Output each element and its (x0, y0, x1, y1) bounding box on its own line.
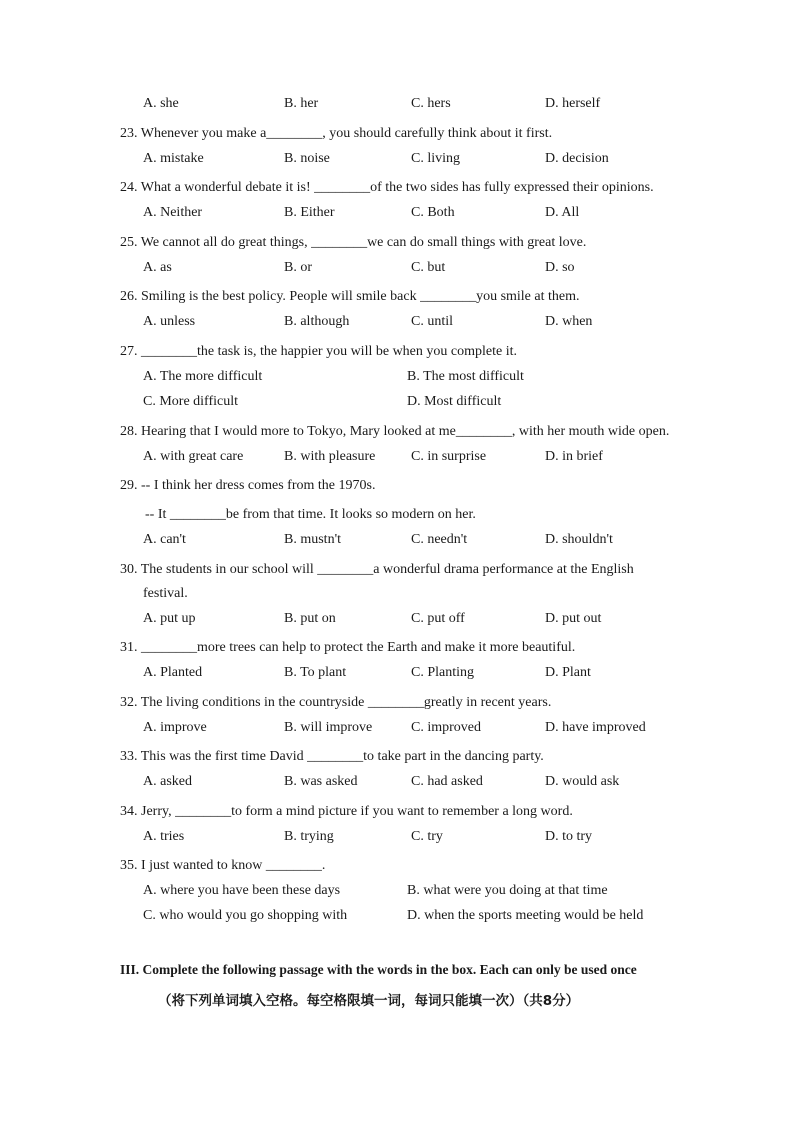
option-a[interactable]: A. can't (143, 532, 186, 547)
q23-stem (0, 126, 794, 146)
question-text: 24. What a wonderful debate it is! ________of the two sides has fully expressed their opinions. (120, 180, 654, 195)
option-a[interactable]: A. improve (143, 720, 207, 735)
option-d[interactable]: D. when the sports meeting would be held (407, 908, 644, 923)
question-text: 32. The living conditions in the countryside ________greatly in recent years. (120, 695, 552, 710)
q26-options (0, 314, 794, 334)
q30-stem (0, 562, 794, 582)
q22-options (0, 96, 794, 116)
question-text: 25. We cannot all do great things, ________we can do small things with great love. (120, 235, 587, 250)
q25-stem (0, 235, 794, 255)
option-d[interactable]: D. to try (545, 829, 593, 844)
q29-stem-2 (0, 507, 794, 527)
option-b[interactable]: B. although (284, 314, 350, 329)
q33-options (0, 774, 794, 794)
option-a[interactable]: A. as (143, 260, 172, 275)
option-b[interactable]: B. her (284, 96, 319, 111)
question-text: 29. -- I think her dress comes from the 1970s. (120, 478, 376, 493)
option-c[interactable]: C. improved (411, 720, 481, 735)
q35-options-row2 (0, 908, 794, 928)
option-c[interactable]: C. had asked (411, 774, 483, 789)
q31-stem (0, 640, 794, 660)
option-a[interactable]: A. tries (143, 829, 185, 844)
option-b[interactable]: B. Either (284, 205, 335, 220)
section-instructions: （将下列单词填入空格。每空格限填一词，每词只能填一次）（共8分） (158, 993, 580, 1009)
section-3-subtitle (0, 989, 794, 1009)
section-title: III. Complete the following passage with the words in the box. Each can only be used once (120, 962, 637, 977)
question-text: 30. The students in our school will ________a wonderful drama performance at the English (120, 562, 634, 577)
option-a[interactable]: A. The more difficult (143, 369, 263, 384)
question-text: 35. I just wanted to know ________. (120, 858, 326, 873)
option-d[interactable]: D. put out (545, 611, 602, 626)
option-d[interactable]: D. herself (545, 96, 601, 111)
q35-options-row1 (0, 883, 794, 903)
q23-options (0, 151, 794, 171)
option-d[interactable]: D. Most difficult (407, 394, 502, 409)
q24-options (0, 205, 794, 225)
option-b[interactable]: B. with pleasure (284, 449, 376, 464)
option-d[interactable]: D. Plant (545, 665, 591, 680)
option-b[interactable]: B. what were you doing at that time (407, 883, 608, 898)
option-c[interactable]: C. Planting (411, 665, 475, 680)
option-c[interactable]: C. until (411, 314, 454, 329)
option-a[interactable]: A. asked (143, 774, 192, 789)
option-c[interactable]: C. hers (411, 96, 451, 111)
option-c[interactable]: C. Both (411, 205, 455, 220)
option-b[interactable]: B. mustn't (284, 532, 341, 547)
option-c[interactable]: C. but (411, 260, 446, 275)
q27-stem (0, 344, 794, 364)
option-c[interactable]: C. try (411, 829, 443, 844)
option-a[interactable]: A. mistake (143, 151, 204, 166)
q33-stem (0, 749, 794, 769)
option-b[interactable]: B. will improve (284, 720, 373, 735)
q28-stem (0, 424, 794, 444)
option-c[interactable]: C. living (411, 151, 461, 166)
question-text: 27. ________the task is, the happier you will be when you complete it. (120, 344, 517, 359)
option-d[interactable]: D. shouldn't (545, 532, 613, 547)
option-b[interactable]: B. noise (284, 151, 330, 166)
q34-options (0, 829, 794, 849)
option-b[interactable]: B. The most difficult (407, 369, 524, 384)
option-b[interactable]: B. put on (284, 611, 336, 626)
question-text: 31. ________more trees can help to protect the Earth and make it more beautiful. (120, 640, 576, 655)
q26-stem (0, 289, 794, 309)
question-text-cont: festival. (143, 586, 188, 601)
option-c[interactable]: C. in surprise (411, 449, 487, 464)
question-text: 26. Smiling is the best policy. People will smile back ________you smile at them. (120, 289, 580, 304)
option-a[interactable]: A. Neither (143, 205, 203, 220)
option-d[interactable]: D. have improved (545, 720, 646, 735)
option-c[interactable]: C. put off (411, 611, 465, 626)
option-c[interactable]: C. who would you go shopping with (143, 908, 348, 923)
option-a[interactable]: A. she (143, 96, 179, 111)
question-text: 28. Hearing that I would more to Tokyo, Mary looked at me________, with her mouth wide open. (120, 424, 670, 439)
option-d[interactable]: D. in brief (545, 449, 603, 464)
section-3-title (0, 962, 794, 982)
option-b[interactable]: B. trying (284, 829, 334, 844)
option-c[interactable]: C. More difficult (143, 394, 239, 409)
q29-stem (0, 478, 794, 498)
q30-stem-2 (0, 586, 794, 606)
q31-options (0, 665, 794, 685)
q32-stem (0, 695, 794, 715)
option-c[interactable]: C. needn't (411, 532, 468, 547)
option-d[interactable]: D. All (545, 205, 580, 220)
option-d[interactable]: D. so (545, 260, 575, 275)
option-d[interactable]: D. when (545, 314, 593, 329)
question-text: 34. Jerry, ________to form a mind picture if you want to remember a long word. (120, 804, 573, 819)
q30-options (0, 611, 794, 631)
option-d[interactable]: D. decision (545, 151, 609, 166)
q27-options-row1 (0, 369, 794, 389)
q28-options (0, 449, 794, 469)
option-a[interactable]: A. with great care (143, 449, 244, 464)
q34-stem (0, 804, 794, 824)
q25-options (0, 260, 794, 280)
question-text: 33. This was the first time David ________to take part in the dancing party. (120, 749, 544, 764)
option-a[interactable]: A. where you have been these days (143, 883, 341, 898)
option-d[interactable]: D. would ask (545, 774, 620, 789)
option-a[interactable]: A. Planted (143, 665, 203, 680)
dialog-reply: -- It ________be from that time. It looks so modern on her. (145, 507, 476, 522)
option-b[interactable]: B. or (284, 260, 312, 275)
q24-stem (0, 180, 794, 200)
option-a[interactable]: A. unless (143, 314, 196, 329)
q27-options-row2 (0, 394, 794, 414)
option-b[interactable]: B. To plant (284, 665, 347, 680)
option-a[interactable]: A. put up (143, 611, 196, 626)
q35-stem (0, 858, 794, 878)
question-text: 23. Whenever you make a________, you should carefully think about it first. (120, 126, 553, 141)
q29-options (0, 532, 794, 552)
option-b[interactable]: B. was asked (284, 774, 358, 789)
q32-options (0, 720, 794, 740)
